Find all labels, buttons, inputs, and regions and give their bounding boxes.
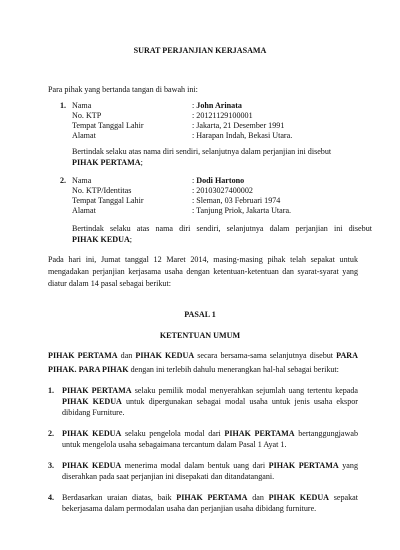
general-pihak-pertama: PIHAK PERTAMA: [48, 351, 118, 360]
party2-number: 2.: [60, 176, 67, 185]
item1-bold-2: PIHAK KEDUA: [62, 397, 122, 406]
intro-text: Para pihak yang bertanda tangan di bawah ini:: [48, 85, 198, 94]
item2-text-1b: bertanggungjawab: [294, 429, 358, 438]
party1-act-end: ;: [140, 158, 143, 167]
general-para: PARA: [336, 351, 358, 360]
party1-act-text: Bertindak selaku atas nama diri sendiri, selanjutnya dalam perjanjian ini disebut: [72, 147, 332, 156]
item3-bold-2: PIHAK PERTAMA: [268, 461, 339, 470]
item3-bold-1: PIHAK KEDUA: [62, 461, 122, 470]
item2-line-2: untuk mengelola usaha sebagaimana tercantum dalam Pasal 1 Ayat 1.: [62, 440, 287, 449]
party1-act-name: PIHAK PERTAMA: [72, 158, 141, 167]
party1-address-row: [72, 130, 372, 141]
item1-line-3: dibidang Furniture.: [62, 408, 125, 417]
party2-ktp-label: No. KTP/Identitas: [72, 186, 132, 195]
item2-bold-1: PIHAK KEDUA: [62, 429, 122, 438]
item2-bold-2: PIHAK PERTAMA: [224, 429, 295, 438]
item4-line-1: [62, 492, 358, 503]
item3-number: 3.: [48, 461, 55, 470]
general-text: secara bersama-sama selanjutnya disebut: [194, 351, 337, 360]
item3-text-1b: yang: [338, 461, 358, 470]
item3-text-1: menerima modal dalam bentuk uang dari: [121, 461, 269, 470]
item4-text-1: dan: [247, 493, 269, 502]
general-text-2: dengan ini terlebih dahulu menerangkan hal-hal sebagai berikut:: [128, 365, 339, 374]
party1-number: 1.: [60, 101, 67, 110]
opening-line-3: diatur dalam 14 pasal sebagai berikut:: [48, 279, 171, 288]
party1-act-name-line: [72, 157, 143, 168]
item2-text-1: selaku pengelola modal dari: [121, 429, 225, 438]
party2-act-name: PIHAK KEDUA: [72, 235, 130, 244]
item1-bold-1: PIHAK PERTAMA: [62, 386, 132, 395]
item3-line-2: diserahkan pada saat perjanjian ini disepakati dan ditandatangani.: [62, 472, 275, 481]
party2-ktp-value: : 20103027400002: [192, 186, 253, 195]
item1-text-2: untuk dipergunakan sebagai modal usaha untuk jenis usaha ekspor: [121, 397, 358, 406]
party1-address-value: : Harapan Indah, Bekasi Utara.: [192, 131, 293, 140]
party2-act-text: Bertindak selaku atas nama diri sendiri, selanjutnya dalam perjanjian ini disebut: [72, 224, 372, 233]
item4-bold-2: PIHAK KEDUA: [268, 493, 330, 502]
general-line-1: [48, 350, 358, 361]
item3-line-1: [62, 460, 358, 471]
party2-address-label: Alamat: [72, 206, 96, 215]
pasal-title: KETENTUAN UMUM: [159, 331, 241, 340]
party2-act-end: ;: [129, 235, 133, 244]
item4-bold-1: PIHAK PERTAMA: [176, 493, 248, 502]
item4-text-0: Berdasarkan uraian diatas, baik: [62, 493, 177, 502]
item4-line-2: bekerjasama dalam permodalan usaha dan perjanjian usaha dibidang furniture.: [62, 504, 317, 513]
item1-line-1: [62, 385, 358, 396]
item1-number: 1.: [48, 386, 55, 395]
party1-birth-value: : Jakarta, 21 Desember 1991: [192, 121, 285, 130]
general-line-2: [48, 364, 358, 375]
general-pihak-kedua: PIHAK KEDUA: [135, 351, 195, 360]
general-and: dan: [117, 351, 136, 360]
party1-name-label: Nama: [72, 101, 92, 110]
general-para-pihak: PIHAK. PARA PIHAK: [48, 365, 129, 374]
party2-name-colon: :: [192, 176, 197, 185]
item2-number: 2.: [48, 429, 55, 438]
party1-address-label: Alamat: [72, 131, 96, 140]
item4-text-1b: sepakat: [329, 493, 358, 502]
item1-line-2: [62, 396, 358, 407]
party2-address-value: : Tanjung Priok, Jakarta Utara.: [192, 206, 292, 215]
party2-name-value: Dodi Hartono: [196, 176, 245, 185]
party2-name-label: Nama: [72, 176, 92, 185]
item2-line-1: [62, 428, 358, 439]
party1-ktp-label: No. KTP: [72, 111, 102, 120]
opening-line-1: Pada hari ini, Jumat tanggal 12 Maret 2014, masing-masing pihak telah sepakat untuk: [48, 255, 358, 264]
opening-line-2: mengadakan perjanjian kerjasama usaha dengan ketentuan-ketentuan dan syarat-syarat yang: [48, 267, 358, 276]
item1-text-1: selaku pemilik modal menyerahkan sejumlah uang tertentu kepada: [131, 386, 358, 395]
party2-act-name-line: [72, 234, 132, 245]
pasal-heading: PASAL 1: [184, 310, 216, 319]
party2-address-row: [72, 205, 372, 216]
party1-name-colon: :: [192, 101, 197, 110]
party1-name-value: John Arinata: [196, 101, 242, 110]
document-title: SURAT PERJANJIAN KERJASAMA: [133, 46, 267, 55]
item4-number: 4.: [48, 493, 55, 502]
party1-ktp-value: : 20121129100001: [192, 111, 253, 120]
party2-birth-label: Tempat Tanggal Lahir: [72, 196, 144, 205]
party1-birth-label: Tempat Tanggal Lahir: [72, 121, 144, 130]
party2-birth-value: : Sleman, 03 Februari 1974: [192, 196, 281, 205]
